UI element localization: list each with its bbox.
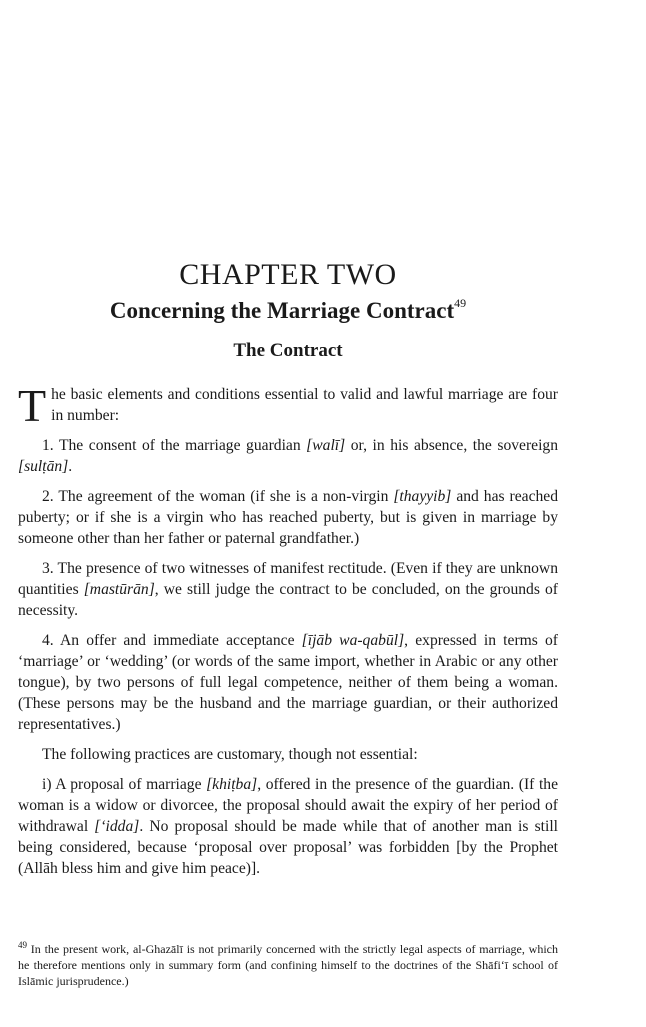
arabic-term: [thayyib] (393, 488, 452, 505)
condition-text: , we still judge the contract to be concluded, on the grounds of necessity. (18, 581, 558, 619)
body-text (18, 380, 559, 888)
condition-3 (18, 558, 558, 621)
arabic-term: [ījāb wa-qabūl] (301, 632, 405, 649)
condition-text: or, in his absence, the sovereign (345, 437, 558, 454)
arabic-term: [mastūrān] (83, 581, 155, 598)
chapter-title-text: Concerning the Marriage Contract (109, 298, 455, 323)
practice-i (18, 774, 558, 879)
condition-text: . (68, 458, 73, 475)
practice-number: i) (42, 776, 52, 793)
condition-number: 1. (42, 437, 54, 454)
condition-text: The presence of two witnesses of manifest rectitude. (Even if they are unknown quantities (18, 560, 558, 598)
footnote-ref[interactable]: 49 (454, 296, 467, 310)
chapter-label: CHAPTER TWO (179, 258, 397, 291)
section-title: The Contract (233, 340, 343, 361)
customary-intro: The following practices are customary, though not essential: (42, 746, 418, 763)
condition-1 (18, 435, 558, 477)
arabic-term: [walī] (306, 437, 346, 454)
condition-number: 2. (42, 488, 54, 505)
drop-cap: T (18, 380, 47, 431)
footnote (18, 937, 558, 989)
intro-text: he basic elements and conditions essential to valid and lawful marriage are four in number: (51, 386, 558, 424)
condition-text: , expressed in terms of ‘marriage’ or ‘wedding’ (or words of the same import, whether in Arabic or any other tongue), by two persons of full legal competence, neither of them being a woman. (These persons may be the husband and the marriage guardian, or their authorized representatives.) (18, 632, 558, 733)
condition-text: An offer and immediate acceptance (53, 632, 302, 649)
arabic-term: [‘idda] (94, 818, 140, 835)
intro-paragraph (18, 380, 558, 431)
footnote-text: In the present work, al-Ghazālī is not primarily concerned with the strictly legal aspects of marriage, which he therefore mentions only in summary form (and confining himself to the doctrines of the Shāfi‘ī school of Islāmic jurisprudence.) (18, 942, 558, 988)
book-page (18, 0, 558, 1027)
chapter-title (18, 296, 558, 324)
arabic-term: [khiṭba] (206, 776, 258, 793)
practice-text: A proposal of marriage (51, 776, 207, 793)
arabic-term: [sulṭān] (18, 458, 69, 475)
condition-text: The consent of the marriage guardian (53, 437, 307, 454)
practice-text: , offered in the presence of the guardian. (If the woman is a widow or divorcee, the proposal should await the expiry of her period of withdrawal (18, 776, 558, 835)
condition-text: and has reached puberty; or if she is a virgin who has reached puberty, but is given in marriage by someone other than her father or paternal grandfather.) (18, 488, 559, 547)
condition-text: The agreement of the woman (if she is a non-virgin (53, 488, 394, 505)
condition-2 (18, 486, 558, 549)
condition-4 (18, 630, 558, 735)
footnote-number: 49 (18, 940, 27, 950)
condition-number: 4. (42, 632, 54, 649)
practice-text: . No proposal should be made while that of another man is still being considered, because ‘proposal over proposal’ was forbidden [by the Prophet (Allāh bless him and give him peace)]. (18, 818, 558, 877)
condition-number: 3. (42, 560, 54, 577)
